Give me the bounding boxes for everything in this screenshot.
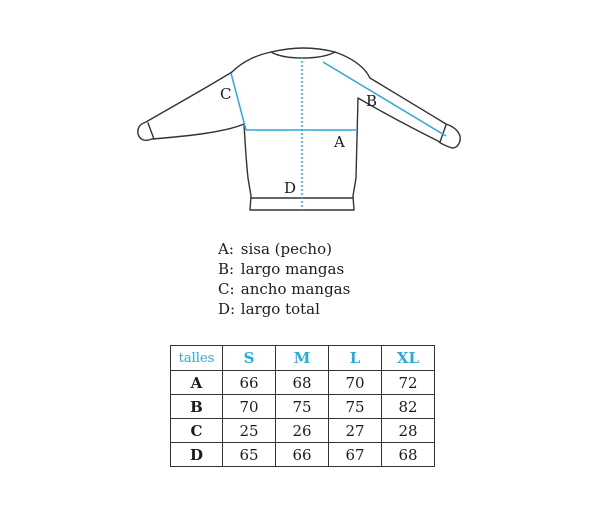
row-label: D (171, 443, 223, 467)
table-cell: 67 (329, 443, 382, 467)
row-label: C (171, 419, 223, 443)
diagram-label-a: A (334, 133, 345, 151)
table-cell: 68 (276, 371, 329, 395)
table-corner-label: talles (171, 346, 223, 371)
size-header-xl: XL (382, 346, 435, 371)
collar (271, 52, 335, 58)
legend-letter: C: (218, 280, 235, 298)
table-cell: 68 (382, 443, 435, 467)
table-cell: 65 (223, 443, 276, 467)
legend-text: sisa (pecho) (240, 240, 332, 258)
legend-text: largo total (240, 300, 320, 318)
table-cell: 26 (276, 419, 329, 443)
table-cell: 25 (223, 419, 276, 443)
size-header-l: L (329, 346, 382, 371)
measurement-legend (218, 239, 350, 319)
row-label: B (171, 395, 223, 419)
measure-line-b (323, 62, 446, 136)
legend-letter: D: (218, 300, 236, 318)
table-header-row (171, 346, 435, 371)
table-row (171, 395, 435, 419)
legend-letter: A: (218, 240, 234, 258)
table-row (171, 443, 435, 467)
legend-text: ancho mangas (240, 280, 351, 298)
table-cell: 66 (276, 443, 329, 467)
diagram-label-d: D (284, 179, 297, 197)
measure-line-c (231, 73, 246, 130)
left-cuff-line (148, 123, 154, 139)
table-row (171, 419, 435, 443)
size-table (170, 345, 435, 467)
table-cell: 27 (329, 419, 382, 443)
table-cell: 75 (276, 395, 329, 419)
legend-item-c (218, 279, 350, 299)
table-cell: 70 (223, 395, 276, 419)
diagram-label-b: B (366, 92, 378, 110)
legend-text: largo mangas (240, 260, 345, 278)
sweater-outline (138, 48, 460, 210)
sweater-body (138, 48, 460, 210)
table-cell: 70 (329, 371, 382, 395)
table-cell: 28 (382, 419, 435, 443)
size-header-m: M (276, 346, 329, 371)
diagram-label-c: C (220, 85, 232, 103)
sweater-diagram (0, 0, 600, 230)
legend-item-a (218, 239, 350, 259)
table-cell: 82 (382, 395, 435, 419)
table-row (171, 371, 435, 395)
legend-letter: B: (218, 260, 235, 278)
table-cell: 75 (329, 395, 382, 419)
row-label: A (171, 371, 223, 395)
legend-item-d (218, 299, 350, 319)
table-cell: 72 (382, 371, 435, 395)
legend-item-b (218, 259, 350, 279)
size-header-s: S (223, 346, 276, 371)
table-cell: 66 (223, 371, 276, 395)
